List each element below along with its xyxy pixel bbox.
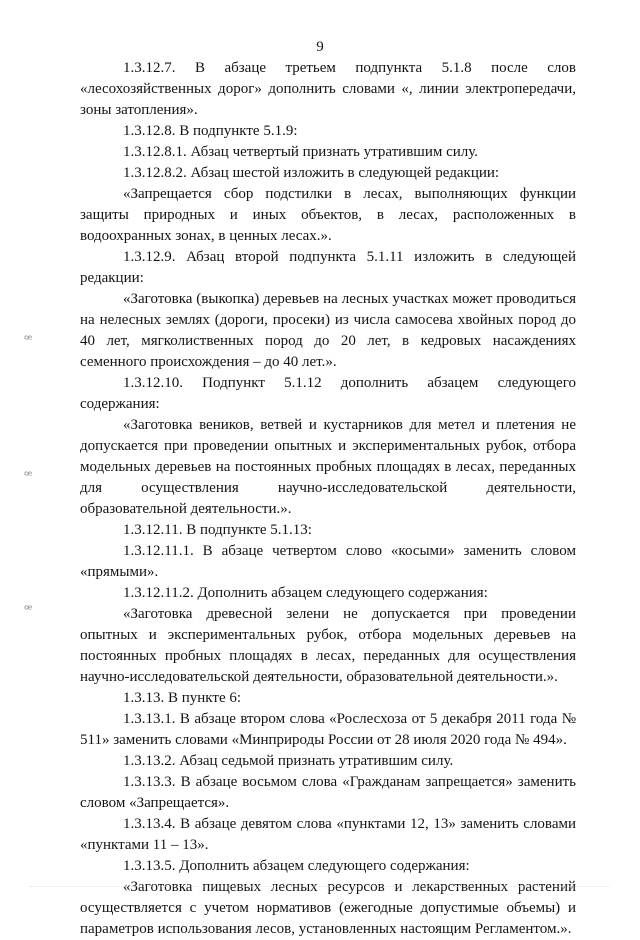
paragraph: 1.3.13.1. В абзаце втором слова «Рослесхоза от 5 декабря 2011 года № 511» заменить словами «Минприроды России от 28 июля 2020 года № 494». xyxy=(80,711,576,748)
paragraph: 1.3.12.8.2. Абзац шестой изложить в следующей редакции: xyxy=(123,165,500,181)
binding-hole-mark: ꟹ xyxy=(24,333,33,348)
paragraph: 1.3.13.4. В абзаце девятом слова «пунктами 12, 13» заменить словами «пунктами 11 – 13». xyxy=(80,816,576,853)
paragraph: 1.3.13. В пункте 6: xyxy=(123,690,242,706)
paragraph: 1.3.12.10. Подпункт 5.1.12 дополнить абзацем следующего содержания: xyxy=(80,375,576,412)
paragraph: 1.3.12.9. Абзац второй подпункта 5.1.11 изложить в следующей редакции: xyxy=(80,249,576,286)
binding-hole-mark: ꟹ xyxy=(24,469,33,484)
document-body xyxy=(80,58,576,940)
paragraph: 1.3.12.11.2. Дополнить абзацем следующего содержания: xyxy=(123,585,488,601)
paragraph: 1.3.13.3. В абзаце восьмом слова «Гражданам запрещается» заменить словом «Запрещается». xyxy=(80,774,576,811)
quoted-paragraph: «Заготовка (выкопка) деревьев на лесных участках может проводиться на нелесных землях (дороги, просеки) из числа самосева хвойных пород до 40 лет, мягколиственных пород до 20 лет, в кедровых насаждениях семенного происхождения – до 40 лет.». xyxy=(80,291,576,370)
paragraph: 1.3.12.8.1. Абзац четвертый признать утратившим силу. xyxy=(123,144,479,160)
scan-artifact-line xyxy=(30,886,610,893)
binding-hole-mark: ꟹ xyxy=(24,603,33,618)
quoted-paragraph: «Заготовка пищевых лесных ресурсов и лекарственных растений осуществляется с учетом нормативов (ежегодные допустимые объемы) и параметров использования лесов, установленных настоящим Регламентом.». xyxy=(80,879,576,937)
paragraph: 1.3.12.11.1. В абзаце четвертом слово «косыми» заменить словом «прямыми». xyxy=(80,543,576,580)
paragraph: 1.3.12.11. В подпункте 5.1.13: xyxy=(123,522,312,538)
paragraph: 1.3.13.2. Абзац седьмой признать утратившим силу. xyxy=(123,753,454,769)
paragraph: 1.3.13.5. Дополнить абзацем следующего содержания: xyxy=(123,858,470,874)
paragraph: 1.3.12.8. В подпункте 5.1.9: xyxy=(123,123,298,139)
quoted-paragraph: «Заготовка древесной зелени не допускается при проведении опытных и экспериментальных рубок, отбора модельных деревьев на постоянных пробных площадях в лесах, переданных для осуществления научно-исследовательской деятельности, образовательной деятельности.». xyxy=(80,606,576,685)
page-number: 9 xyxy=(316,39,324,55)
quoted-paragraph: «Запрещается сбор подстилки в лесах, выполняющих функции защиты природных и иных объектов, в лесах, расположенных в водоохранных зонах, в ценных лесах.». xyxy=(80,186,576,244)
paragraph: 1.3.12.7. В абзаце третьем подпункта 5.1.8 после слов «лесохозяйственных дорог» дополнить словами «, линии электропередачи, зоны затопления». xyxy=(80,60,576,118)
quoted-paragraph: «Заготовка веников, ветвей и кустарников для метел и плетения не допускается при проведении опытных и экспериментальных рубок, отбора модельных деревьев на постоянных пробных площадях в лесах, переданных для осуществления научно-исследовательской деятельности, образовательной деятельности.». xyxy=(80,417,576,517)
